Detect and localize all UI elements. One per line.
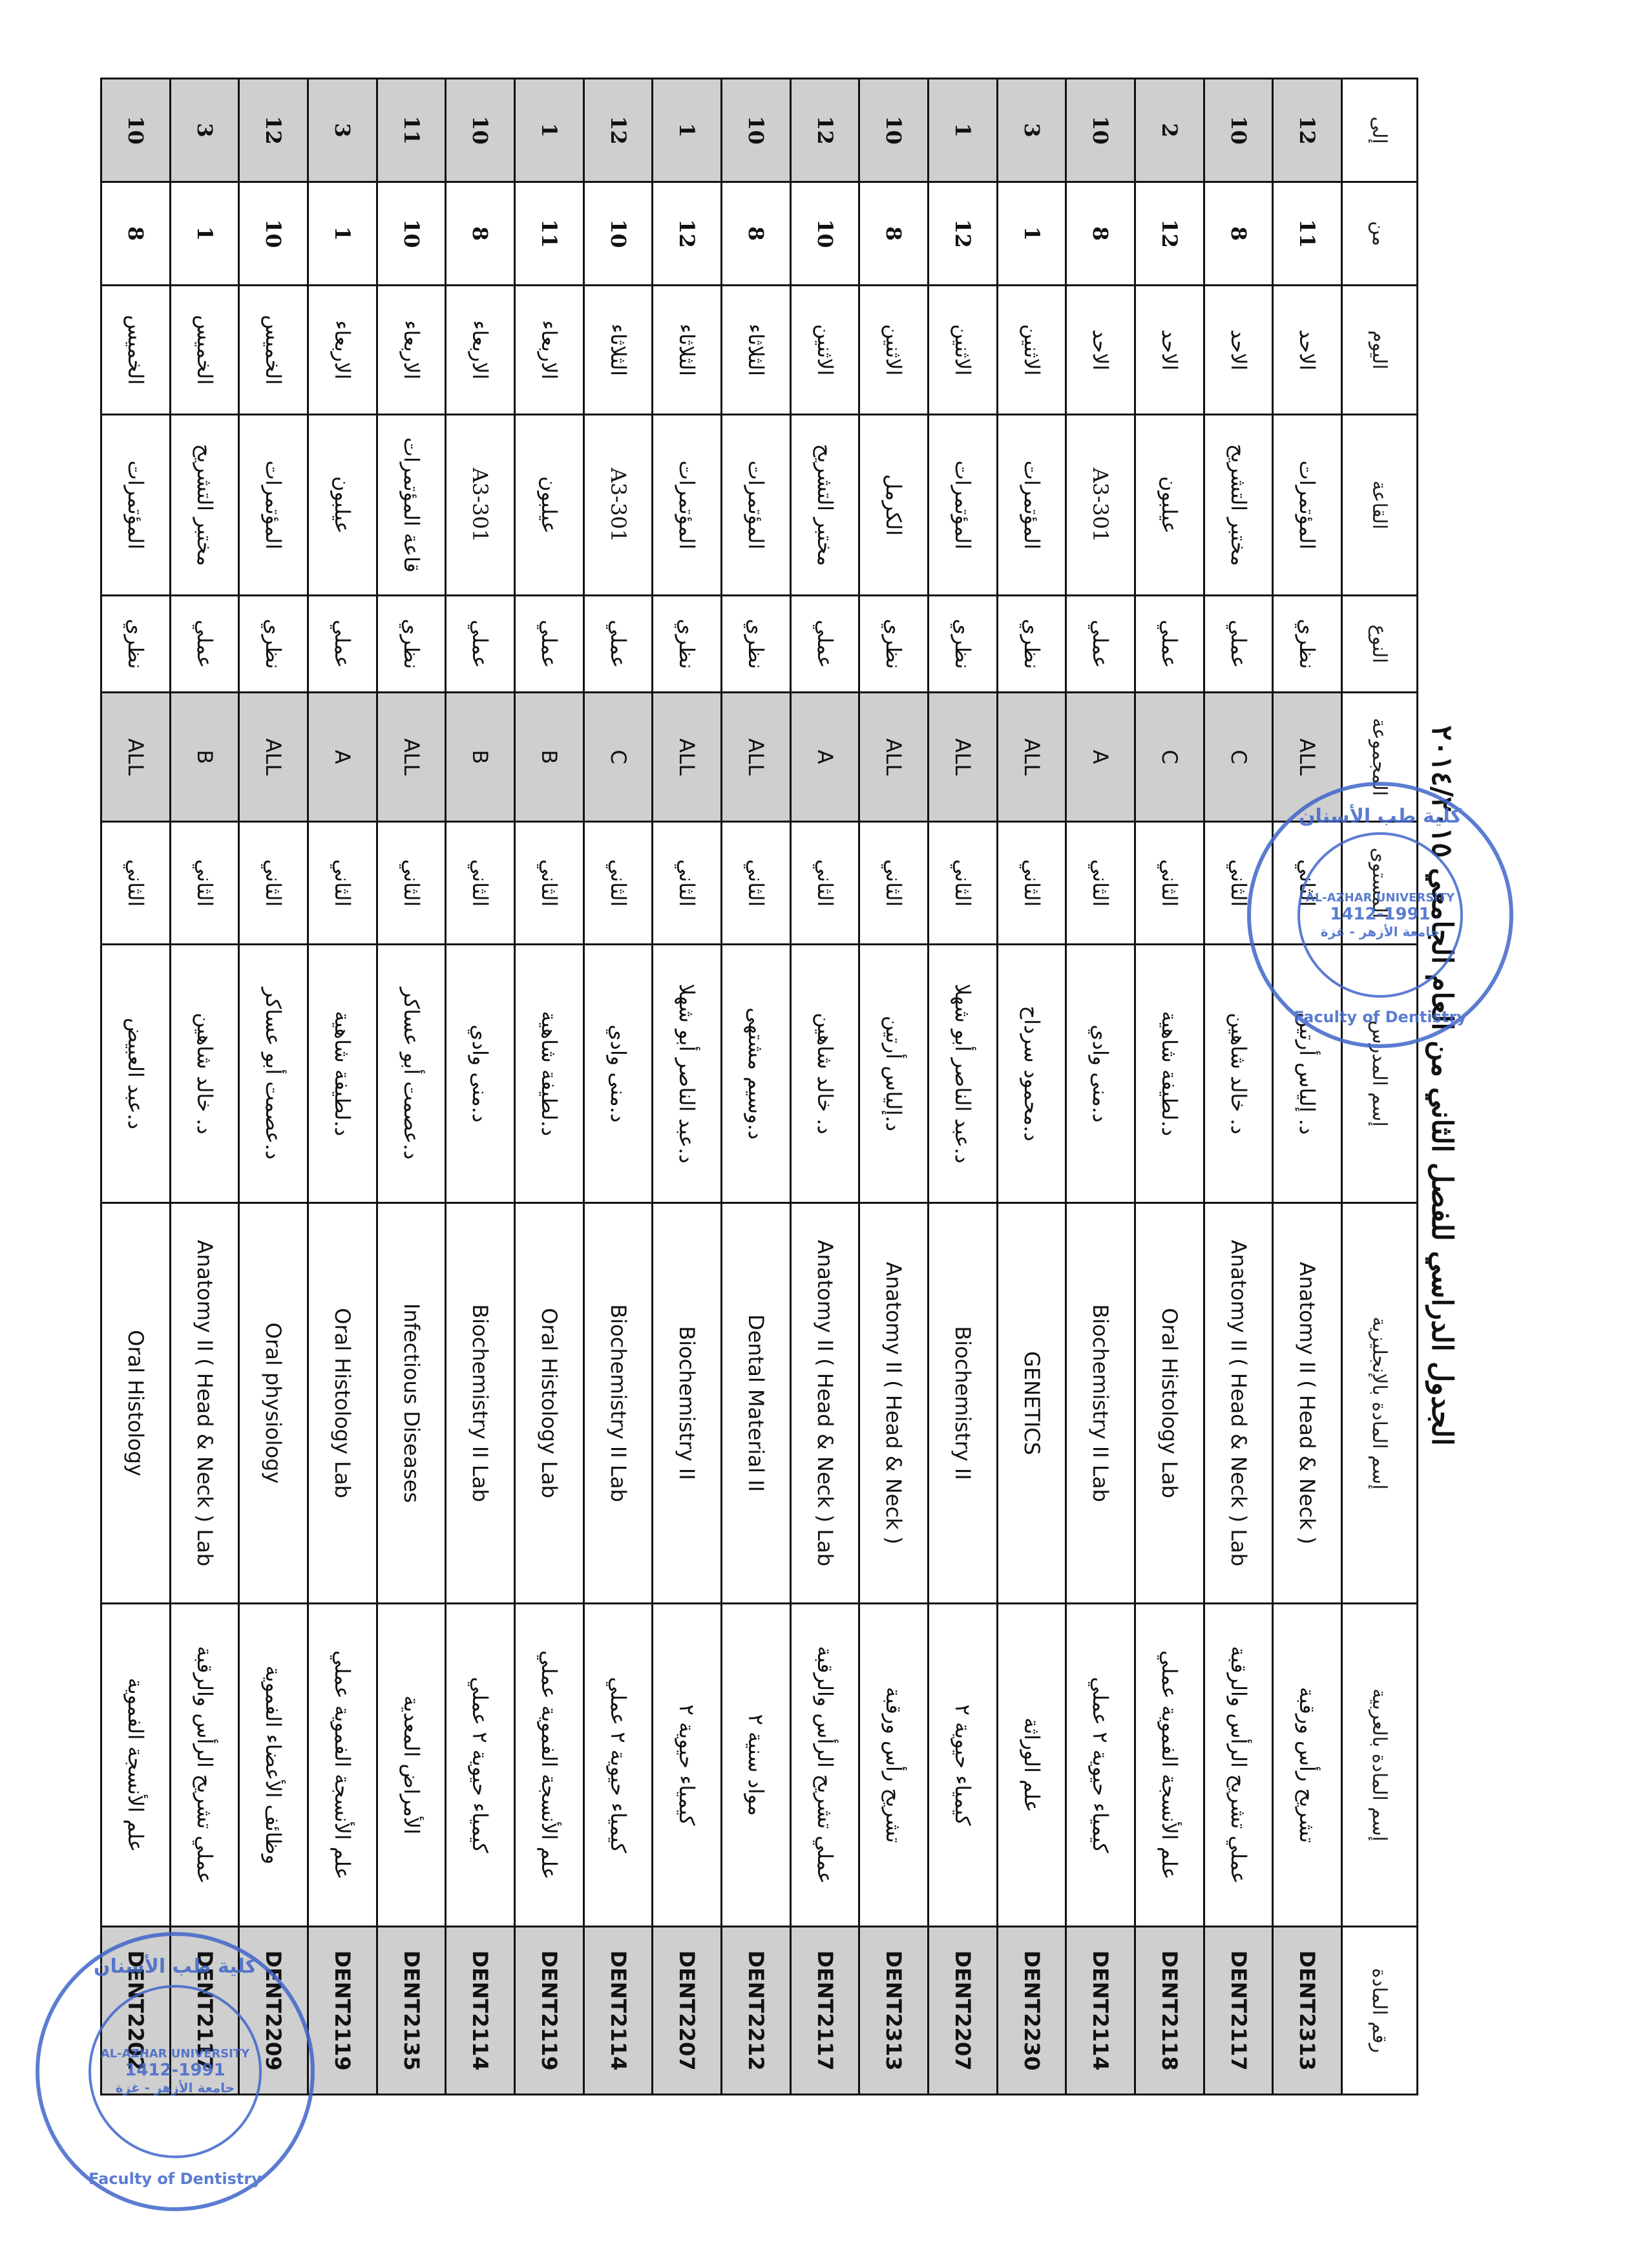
cell-hall: المؤتمرات: [1273, 415, 1342, 596]
cell-teacher: د. خالد شاهين: [170, 945, 239, 1203]
cell-to: 11: [377, 79, 446, 182]
table-row: [1066, 79, 1135, 2095]
header-to: إلى: [1342, 79, 1418, 182]
cell-code: DENT2117: [1204, 1927, 1273, 2095]
cell-group: B: [446, 693, 515, 822]
cell-group: ALL: [239, 693, 308, 822]
cell-level: الثاني: [101, 822, 171, 945]
cell-level: الثاني: [1204, 822, 1273, 945]
cell-from: 10: [790, 182, 859, 286]
cell-name-ar: علم الأنسجة الفموية عملي: [515, 1604, 584, 1927]
cell-from: 1: [997, 182, 1066, 286]
cell-name-ar: علم الأنسجة الفموية عملي: [308, 1604, 377, 1927]
cell-from: 11: [515, 182, 584, 286]
cell-day: الثلاثاء: [583, 286, 653, 415]
cell-type: نظري: [859, 596, 929, 693]
cell-teacher: د.لطيفة شاهية: [308, 945, 377, 1203]
cell-code: DENT2118: [1135, 1927, 1204, 2095]
cell-type: نظري: [377, 596, 446, 693]
cell-teacher: د.منى وادي: [583, 945, 653, 1203]
cell-hall: المؤتمرات: [722, 415, 791, 596]
cell-name-en: Anatomy II ( Head & Neck ) Lab: [170, 1203, 239, 1604]
cell-name-ar: مواد سنية ٢: [722, 1604, 791, 1927]
cell-group: A: [308, 693, 377, 822]
cell-hall: المؤتمرات: [239, 415, 308, 596]
cell-from: 8: [1066, 182, 1135, 286]
stamp-inner-ring: [89, 1985, 262, 2158]
cell-teacher: د.عصمت أبو عساكر: [239, 945, 308, 1203]
cell-hall: A3-301: [446, 415, 515, 596]
cell-level: الثاني: [997, 822, 1066, 945]
cell-code: DENT2313: [1273, 1927, 1342, 2095]
cell-name-en: Biochemistry II: [929, 1203, 998, 1604]
stamp2-university-en: AL-AZHAR UNIVERSITY: [1305, 890, 1455, 905]
table-row: [101, 79, 171, 2095]
table-row: [308, 79, 377, 2095]
stamp-years: 1412-1991: [125, 2061, 226, 2081]
cell-name-en: Anatomy II ( Head & Neck ): [1273, 1203, 1342, 1604]
cell-from: 1: [308, 182, 377, 286]
cell-name-ar: علم الأنسجة الفموية: [101, 1604, 171, 1927]
cell-teacher: د.عصمت أبو عساكر: [377, 945, 446, 1203]
cell-day: الاثنين: [790, 286, 859, 415]
cell-name-en: Oral Histology Lab: [1135, 1203, 1204, 1604]
cell-group: ALL: [997, 693, 1066, 822]
cell-hall: عيلبون: [308, 415, 377, 596]
cell-type: نظري: [722, 596, 791, 693]
cell-name-en: Oral Histology Lab: [308, 1203, 377, 1604]
cell-level: الثاني: [722, 822, 791, 945]
cell-hall: A3-301: [1066, 415, 1135, 596]
cell-to: 12: [583, 79, 653, 182]
header-group: المجموعة: [1342, 693, 1418, 822]
cell-code: DENT2114: [583, 1927, 653, 2095]
cell-code: DENT2135: [377, 1927, 446, 2095]
cell-day: الخميس: [101, 286, 171, 415]
cell-name-en: Oral Histology Lab: [515, 1203, 584, 1604]
cell-type: عملي: [1066, 596, 1135, 693]
cell-day: الاحد: [1273, 286, 1342, 415]
header-name-en: إسم المادة بالإنجليزية: [1342, 1203, 1418, 1604]
cell-from: 8: [446, 182, 515, 286]
cell-group: ALL: [929, 693, 998, 822]
cell-to: 12: [790, 79, 859, 182]
cell-level: الثاني: [377, 822, 446, 945]
cell-from: 8: [101, 182, 171, 286]
header-teacher: إسم المدرس: [1342, 945, 1418, 1203]
cell-teacher: د. خالد شاهين: [790, 945, 859, 1203]
cell-group: ALL: [101, 693, 171, 822]
cell-code: DENT2209: [239, 1927, 308, 2095]
stamp2-inner-ring: [1297, 832, 1463, 998]
cell-name-en: Dental Material II: [722, 1203, 791, 1604]
cell-teacher: د. إلياس أرتين: [1273, 945, 1342, 1203]
cell-type: نظري: [101, 596, 171, 693]
cell-day: الخميس: [239, 286, 308, 415]
cell-teacher: د.منى وادي: [446, 945, 515, 1203]
table-row: [377, 79, 446, 2095]
cell-name-ar: الأمراض المعدية: [377, 1604, 446, 1927]
table-row: [239, 79, 308, 2095]
cell-teacher: د.لطيفة شاهية: [515, 945, 584, 1203]
cell-name-en: Oral physiology: [239, 1203, 308, 1604]
cell-to: 1: [653, 79, 722, 182]
cell-name-ar: كيمياء حيوية ٢: [653, 1604, 722, 1927]
cell-to: 10: [446, 79, 515, 182]
cell-group: ALL: [722, 693, 791, 822]
stamp2-university-ar: جامعة الأزهر - غزة: [1320, 923, 1440, 940]
rotated-page: [94, 78, 1464, 2094]
cell-code: DENT2313: [859, 1927, 929, 2095]
cell-day: الاحد: [1204, 286, 1273, 415]
cell-hall: المؤتمرات: [929, 415, 998, 596]
cell-teacher: د.وسيم مشتهى: [722, 945, 791, 1203]
cell-day: الثلاثاء: [722, 286, 791, 415]
cell-hall: عيلبون: [515, 415, 584, 596]
cell-type: عملي: [170, 596, 239, 693]
table-row: [515, 79, 584, 2095]
header-day: اليوم: [1342, 286, 1418, 415]
cell-to: 2: [1135, 79, 1204, 182]
cell-hall: A3-301: [583, 415, 653, 596]
cell-name-en: Biochemistry II: [653, 1203, 722, 1604]
cell-from: 8: [859, 182, 929, 286]
cell-to: 3: [170, 79, 239, 182]
cell-level: الثاني: [790, 822, 859, 945]
faculty-stamp-right: [1247, 782, 1513, 1048]
cell-type: عملي: [1204, 596, 1273, 693]
cell-day: الثلاثاء: [653, 286, 722, 415]
stamp-university-ar: جامعة الأزهر - غزة: [115, 2080, 235, 2096]
cell-level: الثاني: [1135, 822, 1204, 945]
stamp2-arabic-name: كلية طب الأسنان: [1298, 805, 1462, 828]
cell-to: 12: [239, 79, 308, 182]
cell-hall: قاعة المؤتمرات: [377, 415, 446, 596]
cell-group: C: [1135, 693, 1204, 822]
cell-type: عملي: [446, 596, 515, 693]
faculty-stamp-left: [36, 1932, 315, 2211]
table-row: [790, 79, 859, 2095]
header-name-ar: إسم المادة بالعربية: [1342, 1604, 1418, 1927]
cell-name-en: Biochemistry II Lab: [1066, 1203, 1135, 1604]
stamp-university-en: AL-AZHAR UNIVERSITY: [100, 2047, 250, 2061]
stamp-arabic-name: كلية طب الأسنان: [93, 1955, 257, 1978]
cell-type: عملي: [790, 596, 859, 693]
stamp-english-name: Faculty of Dentistry: [89, 2170, 262, 2188]
cell-level: الثاني: [308, 822, 377, 945]
cell-name-ar: وظائف الأعضاء الفموية: [239, 1604, 308, 1927]
cell-teacher: د.إلياس أرتين: [859, 945, 929, 1203]
schedule-table: [100, 78, 1418, 2095]
cell-type: نظري: [239, 596, 308, 693]
cell-type: نظري: [929, 596, 998, 693]
cell-from: 8: [1204, 182, 1273, 286]
table-row: [170, 79, 239, 2095]
cell-teacher: د.عبد الناصر أبو شهلا: [929, 945, 998, 1203]
cell-name-en: Anatomy II ( Head & Neck ): [859, 1203, 929, 1604]
cell-name-ar: عملي تشريح الرأس والرقبة: [170, 1604, 239, 1927]
cell-level: الثاني: [446, 822, 515, 945]
cell-from: 12: [653, 182, 722, 286]
cell-to: 10: [1204, 79, 1273, 182]
cell-teacher: د. خالد شاهين: [1204, 945, 1273, 1203]
cell-teacher: د.عبد العبيض: [101, 945, 171, 1203]
cell-hall: المؤتمرات: [997, 415, 1066, 596]
cell-day: الاربعاء: [446, 286, 515, 415]
schedule-body: [101, 79, 1342, 2095]
cell-type: نظري: [653, 596, 722, 693]
cell-level: الثاني: [515, 822, 584, 945]
cell-hall: الكرمل: [859, 415, 929, 596]
cell-code: DENT2114: [1066, 1927, 1135, 2095]
cell-day: الاثنين: [997, 286, 1066, 415]
cell-level: الثاني: [1066, 822, 1135, 945]
cell-to: 10: [722, 79, 791, 182]
cell-from: 8: [722, 182, 791, 286]
cell-group: B: [515, 693, 584, 822]
cell-teacher: د.منى وادي: [1066, 945, 1135, 1203]
cell-hall: مختبر التشريح: [1204, 415, 1273, 596]
cell-day: الاثنين: [859, 286, 929, 415]
cell-name-ar: كيمياء حيوية ٢ عملي: [1066, 1604, 1135, 1927]
cell-group: A: [1066, 693, 1135, 822]
header-row: [1342, 79, 1418, 2095]
cell-name-en: GENETICS: [997, 1203, 1066, 1604]
stamp2-years: 1412-1991: [1330, 904, 1431, 924]
table-row: [653, 79, 722, 2095]
cell-name-ar: كيمياء حيوية ٢: [929, 1604, 998, 1927]
stamp2-english-name: Faculty of Dentistry: [1294, 1008, 1467, 1026]
cell-teacher: د.لطيفة شاهية: [1135, 945, 1204, 1203]
cell-name-en: Anatomy II ( Head & Neck ) Lab: [790, 1203, 859, 1604]
cell-name-en: Anatomy II ( Head & Neck ) Lab: [1204, 1203, 1273, 1604]
cell-type: نظري: [1273, 596, 1342, 693]
cell-teacher: د.عبد الناصر أبو شهلا: [653, 945, 722, 1203]
table-row: [722, 79, 791, 2095]
cell-level: الثاني: [1273, 822, 1342, 945]
cell-day: الاثنين: [929, 286, 998, 415]
table-row: [1135, 79, 1204, 2095]
cell-code: DENT2114: [446, 1927, 515, 2095]
cell-code: DENT2202: [101, 1927, 171, 2095]
cell-from: 10: [377, 182, 446, 286]
cell-to: 12: [1273, 79, 1342, 182]
cell-group: ALL: [859, 693, 929, 822]
cell-from: 11: [1273, 182, 1342, 286]
cell-code: DENT2230: [997, 1927, 1066, 2095]
cell-name-en: Oral Histology: [101, 1203, 171, 1604]
cell-day: الاربعاء: [308, 286, 377, 415]
cell-name-en: Biochemistry II Lab: [446, 1203, 515, 1604]
cell-level: الثاني: [583, 822, 653, 945]
table-row: [583, 79, 653, 2095]
header-type: النوع: [1342, 596, 1418, 693]
cell-name-ar: تشريح رأس ورقبة: [859, 1604, 929, 1927]
cell-code: DENT2119: [308, 1927, 377, 2095]
cell-hall: المؤتمرات: [101, 415, 171, 596]
cell-day: الاحد: [1135, 286, 1204, 415]
cell-group: ALL: [1273, 693, 1342, 822]
cell-name-ar: تشريح رأس ورقبة: [1273, 1604, 1342, 1927]
table-row: [859, 79, 929, 2095]
cell-name-ar: علم الوراثة: [997, 1604, 1066, 1927]
cell-to: 10: [101, 79, 171, 182]
cell-type: عملي: [1135, 596, 1204, 693]
cell-to: 3: [308, 79, 377, 182]
header-hall: القاعة: [1342, 415, 1418, 596]
cell-group: C: [1204, 693, 1273, 822]
cell-to: 1: [515, 79, 584, 182]
cell-day: الاحد: [1066, 286, 1135, 415]
cell-group: A: [790, 693, 859, 822]
cell-name-ar: علم الأنسجة الفموية عملي: [1135, 1604, 1204, 1927]
cell-type: عملي: [308, 596, 377, 693]
cell-teacher: د.محمود سرداح: [997, 945, 1066, 1203]
table-row: [1204, 79, 1273, 2095]
cell-hall: عيلبون: [1135, 415, 1204, 596]
cell-name-ar: كيمياء حيوية ٢ عملي: [446, 1604, 515, 1927]
cell-to: 10: [859, 79, 929, 182]
cell-type: نظري: [997, 596, 1066, 693]
cell-from: 10: [239, 182, 308, 286]
cell-name-en: Biochemistry II Lab: [583, 1203, 653, 1604]
header-from: من: [1342, 182, 1418, 286]
cell-from: 10: [583, 182, 653, 286]
cell-hall: المؤتمرات: [653, 415, 722, 596]
cell-hall: مختبر التشريح: [170, 415, 239, 596]
cell-to: 1: [929, 79, 998, 182]
cell-level: الثاني: [170, 822, 239, 945]
cell-from: 1: [170, 182, 239, 286]
cell-code: DENT2119: [515, 1927, 584, 2095]
cell-from: 12: [929, 182, 998, 286]
cell-code: DENT2207: [653, 1927, 722, 2095]
cell-code: DENT2207: [929, 1927, 998, 2095]
cell-group: B: [170, 693, 239, 822]
table-row: [1273, 79, 1342, 2095]
header-code: رقم المادة: [1342, 1927, 1418, 2095]
cell-group: ALL: [653, 693, 722, 822]
cell-code: DENT2117: [170, 1927, 239, 2095]
cell-from: 12: [1135, 182, 1204, 286]
table-row: [997, 79, 1066, 2095]
cell-group: C: [583, 693, 653, 822]
cell-level: الثاني: [239, 822, 308, 945]
cell-code: DENT2212: [722, 1927, 791, 2095]
cell-name-ar: عملي تشريح الرأس والرقبة: [790, 1604, 859, 1927]
cell-level: الثاني: [653, 822, 722, 945]
cell-type: عملي: [515, 596, 584, 693]
page-title: الجدول الدراسي للفصل الثاني من العام الجامعي ٢٠١٤/٢٠١٥: [1425, 725, 1458, 1446]
cell-code: DENT2117: [790, 1927, 859, 2095]
cell-name-ar: كيمياء حيوية ٢ عملي: [583, 1604, 653, 1927]
cell-type: عملي: [583, 596, 653, 693]
cell-name-en: Infectious Diseases: [377, 1203, 446, 1604]
table-row: [446, 79, 515, 2095]
cell-to: 10: [1066, 79, 1135, 182]
cell-name-ar: عملي تشريح الرأس والرقبة: [1204, 1604, 1273, 1927]
cell-level: الثاني: [929, 822, 998, 945]
cell-to: 3: [997, 79, 1066, 182]
cell-group: ALL: [377, 693, 446, 822]
header-level: المستوى: [1342, 822, 1418, 945]
cell-day: الاربعاء: [515, 286, 584, 415]
cell-hall: مختبر التشريح: [790, 415, 859, 596]
cell-day: الاربعاء: [377, 286, 446, 415]
cell-day: الخميس: [170, 286, 239, 415]
table-row: [929, 79, 998, 2095]
cell-level: الثاني: [859, 822, 929, 945]
